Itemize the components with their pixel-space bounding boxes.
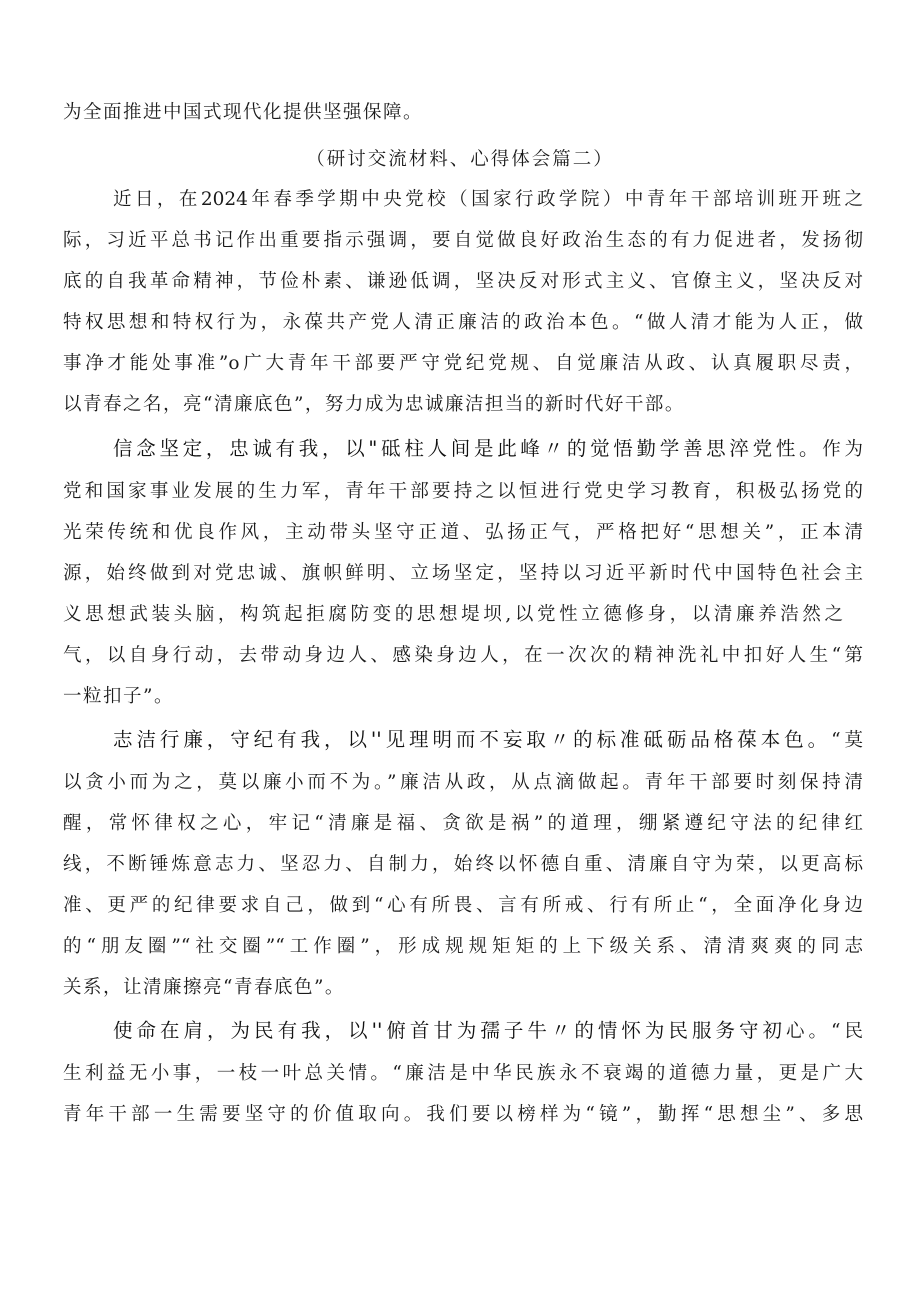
text-line: 气，以自身行动，去带动身边人、感染身边人，在一次次的精神洗礼中扣好人生“第 <box>63 645 863 666</box>
text-line: 关系，让清廉擦亮“青春底色”。 <box>63 977 345 998</box>
text-line: 的“朋友圈”“社交圈”“工作圈”，形成规规矩矩的上下级关系、清清爽爽的同志 <box>63 936 863 957</box>
text-line: 底的自我革命精神，节俭朴素、谦逊低调，坚决反对形式主义、官僚主义，坚决反对 <box>63 271 863 292</box>
text-line: 际，习近平总书记作出重要指示强调，要自觉做良好政治生态的有力促进者，发扬彻 <box>63 230 863 251</box>
text-run: 作为 <box>822 439 863 460</box>
paragraph-heading-line <box>113 1019 863 1047</box>
paragraph-heading: 信念坚定，忠诚有我，以"砥柱人间是此峰〃的觉悟勤学善思淬党性。 <box>113 437 823 460</box>
text-line: 生利益无小事，一枝一叶总关情。“廉洁是中华民族永不衰竭的道德力量，更是广大 <box>63 1063 863 1084</box>
text-run: 心。“民 <box>786 1021 863 1042</box>
text-line: 一粒扣子”。 <box>63 686 174 707</box>
text-line: 光荣传统和优良作风，主动带头坚守正道、弘扬正气，严格把好“思想关”，正本清 <box>63 522 863 543</box>
paragraph-heading: 使命在肩，为民有我，以''俯首甘为孺子牛〃的情怀为民服务守初 <box>113 1019 786 1042</box>
text-line: 以贪小而为之，莫以廉小而不为。”廉洁从政，从点滴做起。青年干部要时刻保持清 <box>63 772 863 793</box>
text-line: 青年干部一生需要坚守的价值取向。我们要以榜样为“镜”，勤挥“思想尘”、多思 <box>63 1104 863 1125</box>
paragraph-heading: 志洁行廉，守纪有我，以''见理明而不妄取〃的标准砥砺品格葆本色。 <box>113 728 832 751</box>
text-line: 党和国家事业发展的生力军，青年干部要持之以恒进行党史学习教育，积极弘扬党的 <box>63 481 863 502</box>
text-line: 义思想武装头脑，构筑起拒腐防变的思想堤坝,以党性立德修身，以清廉养浩然之 <box>63 604 843 625</box>
paragraph-heading-line <box>113 728 863 756</box>
paragraph-heading-line <box>113 437 863 465</box>
text-line: 特权思想和特权行为，永葆共产党人清正廉洁的政治本色。“做人清才能为人正，做 <box>63 312 863 333</box>
text-line: 近日，在2024年春季学期中央党校（国家行政学院）中青年干部培训班开班之 <box>113 189 863 210</box>
text-run: “莫 <box>831 730 863 751</box>
text-line: 以青春之名，亮“清廉底色”，努力成为忠诚廉洁担当的新时代好干部。 <box>63 394 685 415</box>
text-line: 源，始终做到对党忠诚、旗帜鲜明、立场坚定，坚持以习近平新时代中国特色社会主 <box>63 563 863 584</box>
text-line: 为全面推进中国式现代化提供坚强保障。 <box>63 102 424 123</box>
text-line: 线，不断锤炼意志力、坚忍力、自制力，始终以怀德自重、清廉自守为荣，以更高标 <box>63 854 863 875</box>
text-line: 准、更严的纪律要求自己，做到“心有所畏、言有所戒、行有所止“，全面净化身边 <box>63 895 863 916</box>
text-line: 事净才能处事准”o广大青年干部要严守党纪党规、自觉廉洁从政、认真履职尽责， <box>63 353 863 374</box>
section-subtitle: （研讨交流材料、心得体会篇二） <box>306 149 614 170</box>
text-line: 醒，常怀律权之心，牢记“清廉是福、贪欲是祸”的道理，绷紧遵纪守法的纪律红 <box>63 813 863 834</box>
